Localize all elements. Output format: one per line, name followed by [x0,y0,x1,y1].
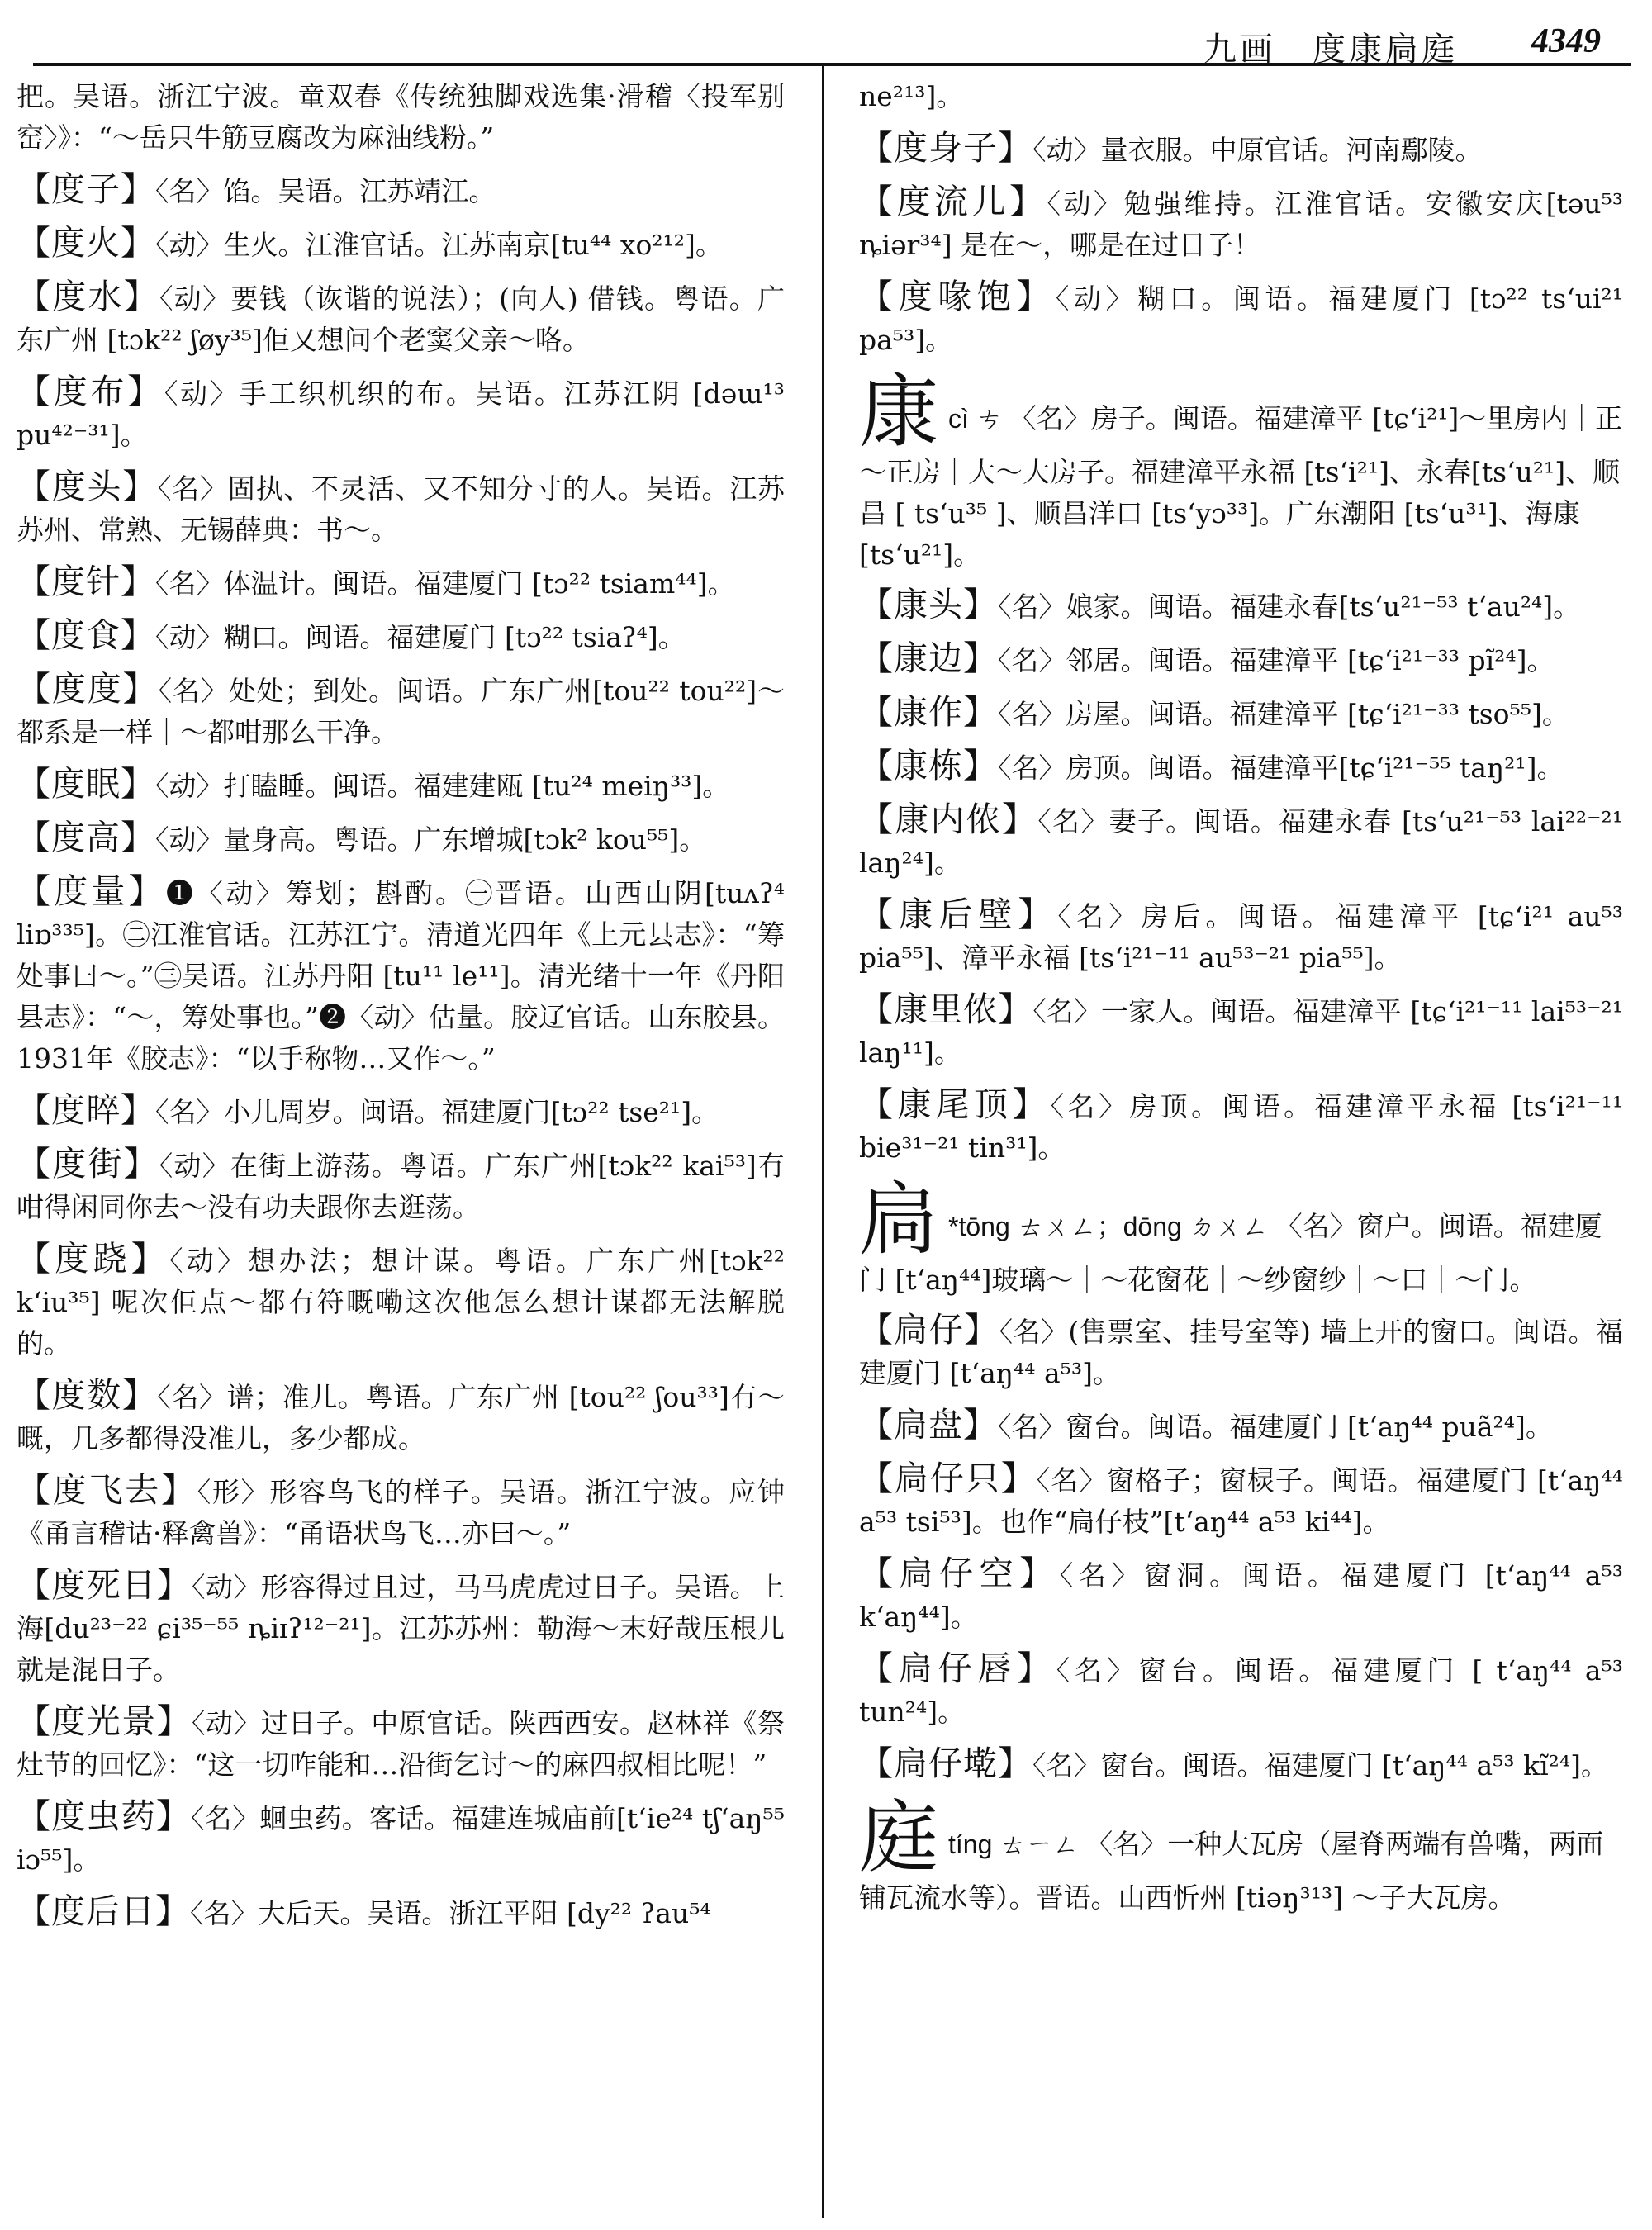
entry-definition: 〈名〉邻居。闽语。福建漳平 [tɕ‘i²¹⁻³³ pĩ²⁴]。 [998,644,1555,676]
entry-headword: 【度喙饱】 [859,277,1056,316]
dictionary-entry [17,1891,785,1934]
entry-headword: 【度针】 [17,562,155,601]
entry-definition: 〈名〉窗洞。闽语。福建厦门 [t‘aŋ⁴⁴ a⁵³ k‘aŋ⁴⁴]。 [859,1559,1623,1633]
entry-headword: 【度头】 [17,467,158,506]
entry-headword: 【度数】 [17,1375,158,1415]
continued-text: ne²¹³]。 [859,80,964,112]
entry-definition: 〈名〉(售票室、挂号室等) 墙上开的窗口。闽语。福建厦门 [t‘aŋ⁴⁴ a⁵³]。 [859,1316,1623,1389]
dictionary-entry [17,1374,785,1459]
character-definition: 〈名〉一种大瓦房（屋脊两端有兽嘴，两面铺瓦流水等）。晋语。山西忻州 [tiəŋ³¹³] ～子大瓦房。 [859,1828,1604,1914]
entry-headword: 【康后壁】 [859,894,1058,934]
entry-headword: 【度虫药】 [17,1796,192,1836]
dictionary-entry [17,871,785,1079]
dictionary-entry [17,371,785,456]
entry-definition: 〈名〉固执、不灵活、又不知分寸的人。吴语。江苏苏州、常熟、无锡薛典：书～。 [17,472,785,546]
entry-definition: 〈名〉娘家。闽语。福建永春[ts‘u²¹⁻⁵³ t‘au²⁴]。 [998,591,1581,623]
entry-headword: 【扃仔空】 [859,1554,1060,1593]
dictionary-entry [859,745,1623,789]
entry-definition: 〈名〉房后。闽语。福建漳平 [tɕ‘i²¹ au⁵³ pia⁵⁵]、漳平永福 [ts‘i²¹⁻¹¹ au⁵³⁻²¹ pia⁵⁵]。 [859,900,1623,974]
dictionary-entry [859,894,1623,979]
entry-headword: 【度量】 [17,871,166,911]
dictionary-entry [859,127,1623,171]
dictionary-entry [17,1143,785,1228]
entry-definition: 〈名〉妻子。闽语。福建永春 [ts‘u²¹⁻⁵³ lai²²⁻²¹ laŋ²⁴]。 [859,805,1623,879]
entry-definition: 〈动〉糊口。闽语。福建厦门 [tɔ²² ts‘ui²¹ pa⁵³]。 [859,282,1623,356]
entry-headword: 【度死日】 [17,1565,192,1605]
column-divider [822,66,824,2218]
dictionary-entry [17,1564,785,1691]
entry-definition: ❶〈动〉筹划；斟酌。㊀晋语。山西山阴[tuʌʔ⁴ liɒ³³⁵]。㊁江淮官话。江苏江宁。清道光四年《上元县志》：“筹处事曰～。”㊂吴语。江苏丹阳 [tu¹¹ le¹¹]。清光绪十一年《丹阳县志》：“～，筹处事也。”❷〈动〉估量。胶辽官话。山东胶县。1931年《胶志》：“以手称物…又作～。” [17,877,785,1075]
character-entry [859,1791,1623,1919]
head-character: 庭 [859,1791,938,1884]
entry-definition: 〈名〉窗台。闽语。福建厦门 [ t‘aŋ⁴⁴ a⁵³ tun²⁴]。 [859,1654,1623,1728]
entry-definition: 〈动〉生火。江淮官话。江苏南京[tu⁴⁴ xo²¹²]。 [155,229,723,261]
entry-headword: 【度高】 [17,818,155,857]
entry-definition: 〈名〉体温计。闽语。福建厦门 [tɔ²² tsiam⁴⁴]。 [155,567,735,600]
entry-definition: 〈名〉馅。吴语。江苏靖江。 [155,175,496,207]
entry-headword: 【康边】 [859,638,998,678]
dictionary-entry [17,1089,785,1133]
entry-headword: 【扃仔唇】 [859,1649,1056,1688]
entry-definition: 〈动〉手工织机织的布。吴语。江苏江阴 [dəɯ¹³ pu⁴²⁻³¹]。 [17,377,786,451]
dictionary-entry [859,584,1623,628]
dictionary-entry [859,1743,1623,1786]
entry-definition: 〈名〉谱；准儿。粤语。广东广州 [tou²² ʃou³³]冇～嘅，几多都得没准儿，多少都成。 [17,1381,786,1454]
entry-headword: 【扃盘】 [859,1405,998,1445]
entry-definition: 〈名〉窗台。闽语。福建厦门 [t‘aŋ⁴⁴ puã²⁴]。 [998,1411,1553,1443]
entry-headword: 【扃仔】 [859,1310,999,1350]
entry-headword: 【康尾顶】 [859,1084,1051,1124]
entry-headword: 【度流儿】 [859,182,1047,221]
entry-headword: 【扃仔只】 [859,1459,1037,1498]
dictionary-entry [859,989,1623,1074]
entry-definition: 〈名〉窗格子；窗棂子。闽语。福建厦门 [t‘aŋ⁴⁴ a⁵³ tsi⁵³]。也作“扃仔枝”[t‘aŋ⁴⁴ a⁵³ ki⁴⁴]。 [859,1464,1623,1538]
header-rule [33,63,1631,66]
dictionary-entry [17,817,785,861]
dictionary-entry [859,1648,1623,1733]
entry-headword: 【扃仔墘】 [859,1744,1032,1783]
entry-definition: 〈动〉勉强维持。江淮官话。安徽安庆[təu⁵³ ȵiər³⁴] 是在～，哪是在过日子！ [859,187,1623,261]
entry-definition: 〈名〉大后天。吴语。浙江平阳 [dy²² ʔau⁵⁴ [190,1897,711,1929]
entry-headword: 【度食】 [17,615,155,655]
entry-headword: 【度后日】 [17,1891,190,1931]
entry-definition: 〈动〉在街上游荡。粤语。广东广州[tɔk²² kai⁵³]冇咁得闲同你去～没有功夫跟你去逛荡。 [17,1150,785,1223]
page-header [33,12,1619,69]
head-character: 扃 [859,1174,938,1266]
character-pronunciation: *tōng ㄊㄨㄥ；dōng ㄉㄨㄥ [948,1212,1269,1241]
dictionary-entry [17,1469,785,1554]
dictionary-entry [17,1238,785,1364]
dictionary-entry [17,222,785,266]
dictionary-entry [859,691,1623,735]
entry-definition: 〈名〉窗台。闽语。福建厦门 [t‘aŋ⁴⁴ a⁵³ kĩ²⁴]。 [1032,1749,1608,1782]
dictionary-entry [859,799,1623,884]
entry-definition: 〈动〉打瞌睡。闽语。福建建瓯 [tu²⁴ meiŋ³³]。 [155,770,730,802]
dictionary-entry [17,168,785,212]
entry-definition: 〈动〉过日子。中原官话。陕西西安。赵林祥《祭灶节的回忆》：“这一切咋能和…沿街乞讨～的麻四叔相比呢！” [17,1707,786,1781]
entry-headword: 【度飞去】 [17,1470,197,1510]
entry-definition: 〈名〉一家人。闽语。福建漳平 [tɕ‘i²¹⁻¹¹ lai⁵³⁻²¹ laŋ¹¹]。 [859,995,1624,1069]
dictionary-entry [859,1404,1623,1448]
entry-headword: 【度眠】 [17,764,155,804]
entry-definition: 〈动〉量衣服。中原官话。河南鄢陵。 [1032,134,1483,166]
entry-headword: 【度光景】 [17,1701,192,1741]
dictionary-entry [17,763,785,807]
entry-definition: 〈动〉糊口。闽语。福建厦门 [tɔ²² tsiaʔ⁴]。 [155,621,686,653]
head-character: 康 [859,366,938,458]
dictionary-entry [859,1084,1623,1169]
continued-text: 把。吴语。浙江宁波。童双春《传统独脚戏选集·滑稽〈投军别窑〉》：“～岳只牛筋豆腐改为麻油线粉。” [17,80,785,154]
entry-definition: 〈动〉想办法；想计谋。粤语。广东广州[tɔk²² k‘iu³⁵] 呢次佢点～都冇符嘅嘞这次他怎么想计谋都无法解脱的。 [17,1245,786,1359]
dictionary-entry [859,181,1623,266]
page-number: 4349 [1531,22,1601,60]
dictionary-entry [17,1796,785,1881]
entry-headword: 【康里侬】 [859,989,1033,1029]
dictionary-entry [859,1309,1623,1394]
entry-headword: 【度水】 [17,277,160,316]
entry-definition: 〈名〉房顶。闽语。福建漳平[tɕ‘i²¹⁻⁵⁵ taŋ²¹]。 [998,752,1564,784]
dictionary-entry [17,1701,785,1786]
entry-headword: 【康作】 [859,692,998,732]
entry-headword: 【度街】 [17,1144,159,1184]
entry-definition: 〈动〉形容得过且过，马马虎虎过日子。吴语。上海[du²³⁻²² ɕi³⁵⁻⁵⁵ ȵiɪʔ¹²⁻²¹]。江苏苏州：勒海～末好哉压根儿就是混日子。 [17,1571,786,1686]
character-definition: 〈名〉窗户。闽语。福建厦门 [t‘aŋ⁴⁴]玻璃～｜～花窗花｜～纱窗纱｜～口｜～门。 [859,1210,1602,1296]
right-column [859,76,1623,1927]
entry-definition: 〈名〉小儿周岁。闽语。福建厦门[tɔ²² tse²¹]。 [155,1096,719,1128]
entry-headword: 【康栋】 [859,746,998,785]
character-pronunciation: cì ㄘ [948,404,1003,434]
entry-headword: 【度身子】 [859,128,1032,168]
entry-definition: 〈名〉房屋。闽语。福建漳平 [tɕ‘i²¹⁻³³ tso⁵⁵]。 [998,698,1569,730]
entry-definition: 〈名〉房顶。闽语。福建漳平永福 [ts‘i²¹⁻¹¹ bie³¹⁻²¹ tin³¹]。 [859,1090,1623,1164]
character-entry [859,1174,1623,1301]
entry-headword: 【度晬】 [17,1090,155,1130]
entry-headword: 【度布】 [17,372,164,411]
entry-headword: 【度火】 [17,223,155,263]
entry-headword: 【康内侬】 [859,799,1038,839]
dictionary-entry [859,1553,1623,1638]
entry-definition: 〈名〉处处；到处。闽语。广东广州[tou²² tou²²]～都系是一样｜～都咁那么干净。 [17,675,786,748]
entry-definition: 〈动〉要钱（诙谐的说法）；(向人) 借钱。粤语。广东广州 [tɔk²² ʃøy³⁵]佢又想问个老窦父亲～咯。 [17,282,785,356]
entry-definition: 〈名〉蛔虫药。客话。福建连城庙前[t‘ie²⁴ tʃ‘aŋ⁵⁵ iɔ⁵⁵]。 [17,1802,785,1876]
dictionary-entry [17,276,785,361]
entry-headword: 【度跷】 [17,1239,169,1279]
left-column [17,76,785,1944]
entry-headword: 【度子】 [17,169,155,209]
entry-headword: 【康头】 [859,585,998,624]
dictionary-entry [859,638,1623,681]
dictionary-entry [859,276,1623,361]
dictionary-entry [17,561,785,605]
entry-definition: 〈动〉量身高。粤语。广东增城[tɔk² kou⁵⁵]。 [155,823,707,856]
dictionary-entry [17,614,785,658]
dictionary-entry [17,668,785,753]
character-definition: 〈名〉房子。闽语。福建漳平 [tɕ‘i²¹]～里房内｜正～正房｜大～大房子。福建漳平永福 [ts‘i²¹]、永春[ts‘u²¹]、顺昌 [ ts‘u³⁵ ]、顺昌洋口 [ts‘yɔ³³]。广东潮阳 [ts‘u³¹]、海康[ts‘u²¹]。 [859,402,1623,571]
entry-definition: 〈形〉形容鸟飞的样子。吴语。浙江宁波。应钟《甬言稽诂·释禽兽》：“甬语状鸟飞…亦曰～。” [17,1476,786,1549]
dictionary-entry [17,466,785,551]
entry-headword: 【度度】 [17,669,159,709]
section-title: 九画 度康扃庭 [1203,31,1458,69]
character-pronunciation: tíng ㄊㄧㄥ [948,1829,1080,1859]
dictionary-entry [859,1458,1623,1543]
character-entry [859,366,1623,576]
